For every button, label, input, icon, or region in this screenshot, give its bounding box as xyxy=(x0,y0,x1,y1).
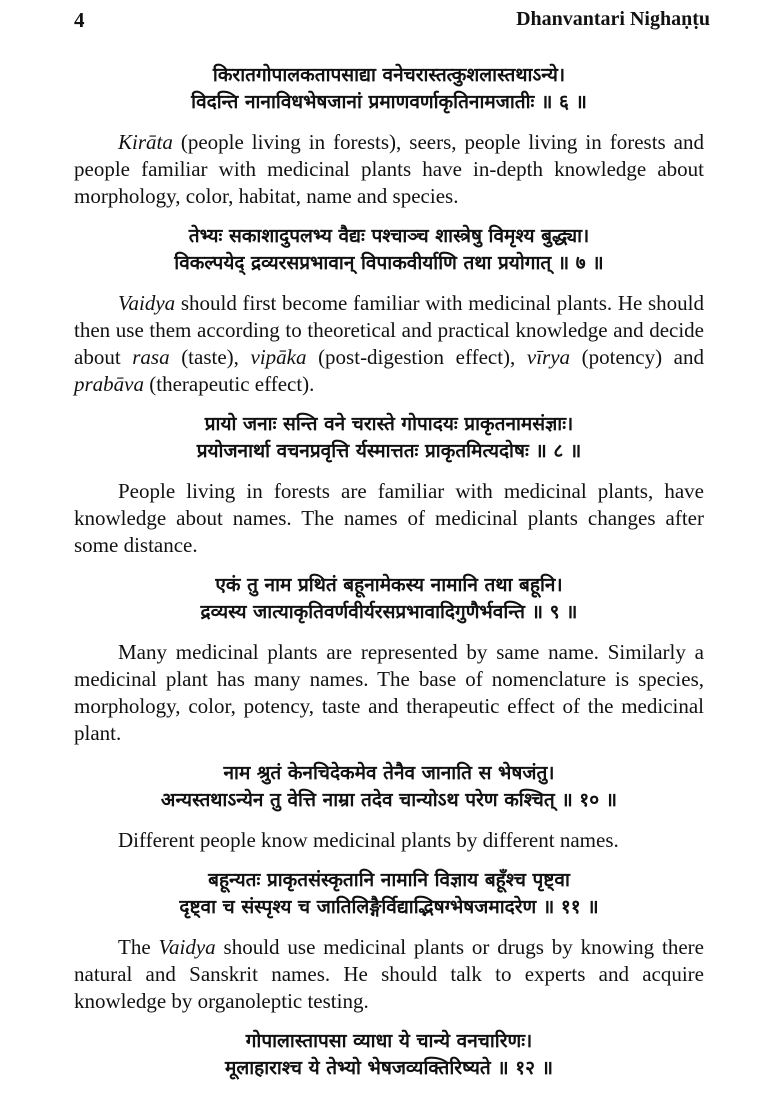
italic-term: vīrya xyxy=(526,345,571,369)
translation-paragraph xyxy=(74,129,704,210)
sanskrit-verse xyxy=(74,62,704,116)
verse-line: एकं तु नाम प्रथितं बहूनामेकस्य नामानि तथा बहूनि। xyxy=(215,574,563,596)
paragraph-text: (taste), xyxy=(169,345,251,369)
verse-line: गोपालास्तापसा व्याधा ये चान्ये वनचारिणः। xyxy=(245,1030,533,1052)
verse-line: विकल्पयेद् द्रव्यरसप्रभावान् विपाकवीर्याणि तथा प्रयोगात् ॥ ७ ॥ xyxy=(174,252,604,274)
verse-line: बहून्यतः प्राकृतसंस्कृतानि नामानि विज्ञाय बहूँश्च पृष्ट्वा xyxy=(208,869,570,891)
page-header xyxy=(74,8,710,38)
italic-term: Vaidya xyxy=(158,935,216,959)
translation-paragraph xyxy=(74,934,704,1015)
verse-line: तेभ्यः सकाशादुपलभ्य वैद्यः पश्चाञ्च शास्त्रेषु विमृश्य बुद्ध्या। xyxy=(188,225,590,247)
paragraph-text: The xyxy=(118,935,159,959)
italic-term: Kirāta xyxy=(118,130,173,154)
page-number: 4 xyxy=(74,8,85,32)
verse-line: मूलाहाराश्च ये तेभ्यो भेषजव्यक्तिरिष्यते ॥ १२ ॥ xyxy=(224,1057,554,1079)
verse-line: अन्यस्तथाऽन्येन तु वेत्ति नाम्रा तदेव चान्योऽथ परेण कश्चित् ॥ १० ॥ xyxy=(160,789,618,811)
italic-term: vipāka xyxy=(250,345,307,369)
verse-line: विदन्ति नानाविधभेषजानां प्रमाणवर्णाकृतिनामजातीः ॥ ६ ॥ xyxy=(191,91,587,113)
verse-line: प्रायो जनाः सन्ति वने चरास्ते गोपादयः प्राकृतनामसंज्ञाः। xyxy=(204,413,574,435)
paragraph-text: Different people know medicinal plants by different names. xyxy=(118,828,619,852)
paragraph-text: should use medicinal plants or drugs by knowing there natural and Sanskrit names. He should talk to experts and acquire knowledge by organoleptic testing. xyxy=(74,935,704,1013)
sanskrit-verse xyxy=(74,572,704,626)
sanskrit-verse xyxy=(74,1028,704,1082)
italic-term: prabāva xyxy=(74,372,144,396)
page-body xyxy=(74,62,704,1095)
translation-paragraph xyxy=(74,827,704,854)
verse-line: प्रयोजनार्था वचनप्रवृत्ति र्यस्मात्ततः प्राकृतमित्यदोषः ॥ ८ ॥ xyxy=(196,440,582,462)
running-title: Dhanvantari Nighaṇṭu xyxy=(516,8,710,30)
paragraph-text: (potency) and xyxy=(570,345,704,369)
paragraph-text: People living in forests are familiar with medicinal plants, have knowledge about names. The names of medicinal plants changes after some distance. xyxy=(74,479,704,557)
translation-paragraph xyxy=(74,639,704,747)
italic-term: rasa xyxy=(132,345,170,369)
verse-line: किरातगोपालकतापसाद्या वनेचरास्तत्कुशलास्तथाऽन्ये। xyxy=(212,64,566,86)
sanskrit-verse xyxy=(74,760,704,814)
sanskrit-verse xyxy=(74,223,704,277)
translation-paragraph xyxy=(74,478,704,559)
italic-term: Vaidya xyxy=(118,291,176,315)
sanskrit-verse xyxy=(74,867,704,921)
paragraph-text: Many medicinal plants are represented by same name. Similarly a medicinal plant has many names. The base of nomenclature is species, morphology, color, potency, taste and therapeutic effect of the medicinal plant. xyxy=(74,640,704,745)
verse-line: नाम श्रुतं केनचिदेकमेव तेनैव जानाति स भेषजंतु। xyxy=(223,762,555,784)
verse-line: दृष्ट्वा च संस्पृश्य च जातिलिङ्गैर्विद्याद्भिषग्भेषजमादरेण ॥ ११ ॥ xyxy=(179,896,599,918)
paragraph-text: (therapeutic effect). xyxy=(144,372,315,396)
paragraph-text: should first become familiar with medicinal plants. He should then use them according to theoretical and practical knowledge and decide about xyxy=(74,291,704,369)
verse-line: द्रव्यस्य जात्याकृतिवर्णवीर्यरसप्रभावादिगुणैर्भवन्ति ॥ ९ ॥ xyxy=(200,601,578,623)
paragraph-text: (people living in forests), seers, people living in forests and people familiar with medicinal plants have in-depth knowledge about morphology, color, habitat, name and species. xyxy=(74,130,704,208)
sanskrit-verse xyxy=(74,411,704,465)
paragraph-text: (post-digestion effect), xyxy=(306,345,527,369)
translation-paragraph xyxy=(74,290,704,398)
